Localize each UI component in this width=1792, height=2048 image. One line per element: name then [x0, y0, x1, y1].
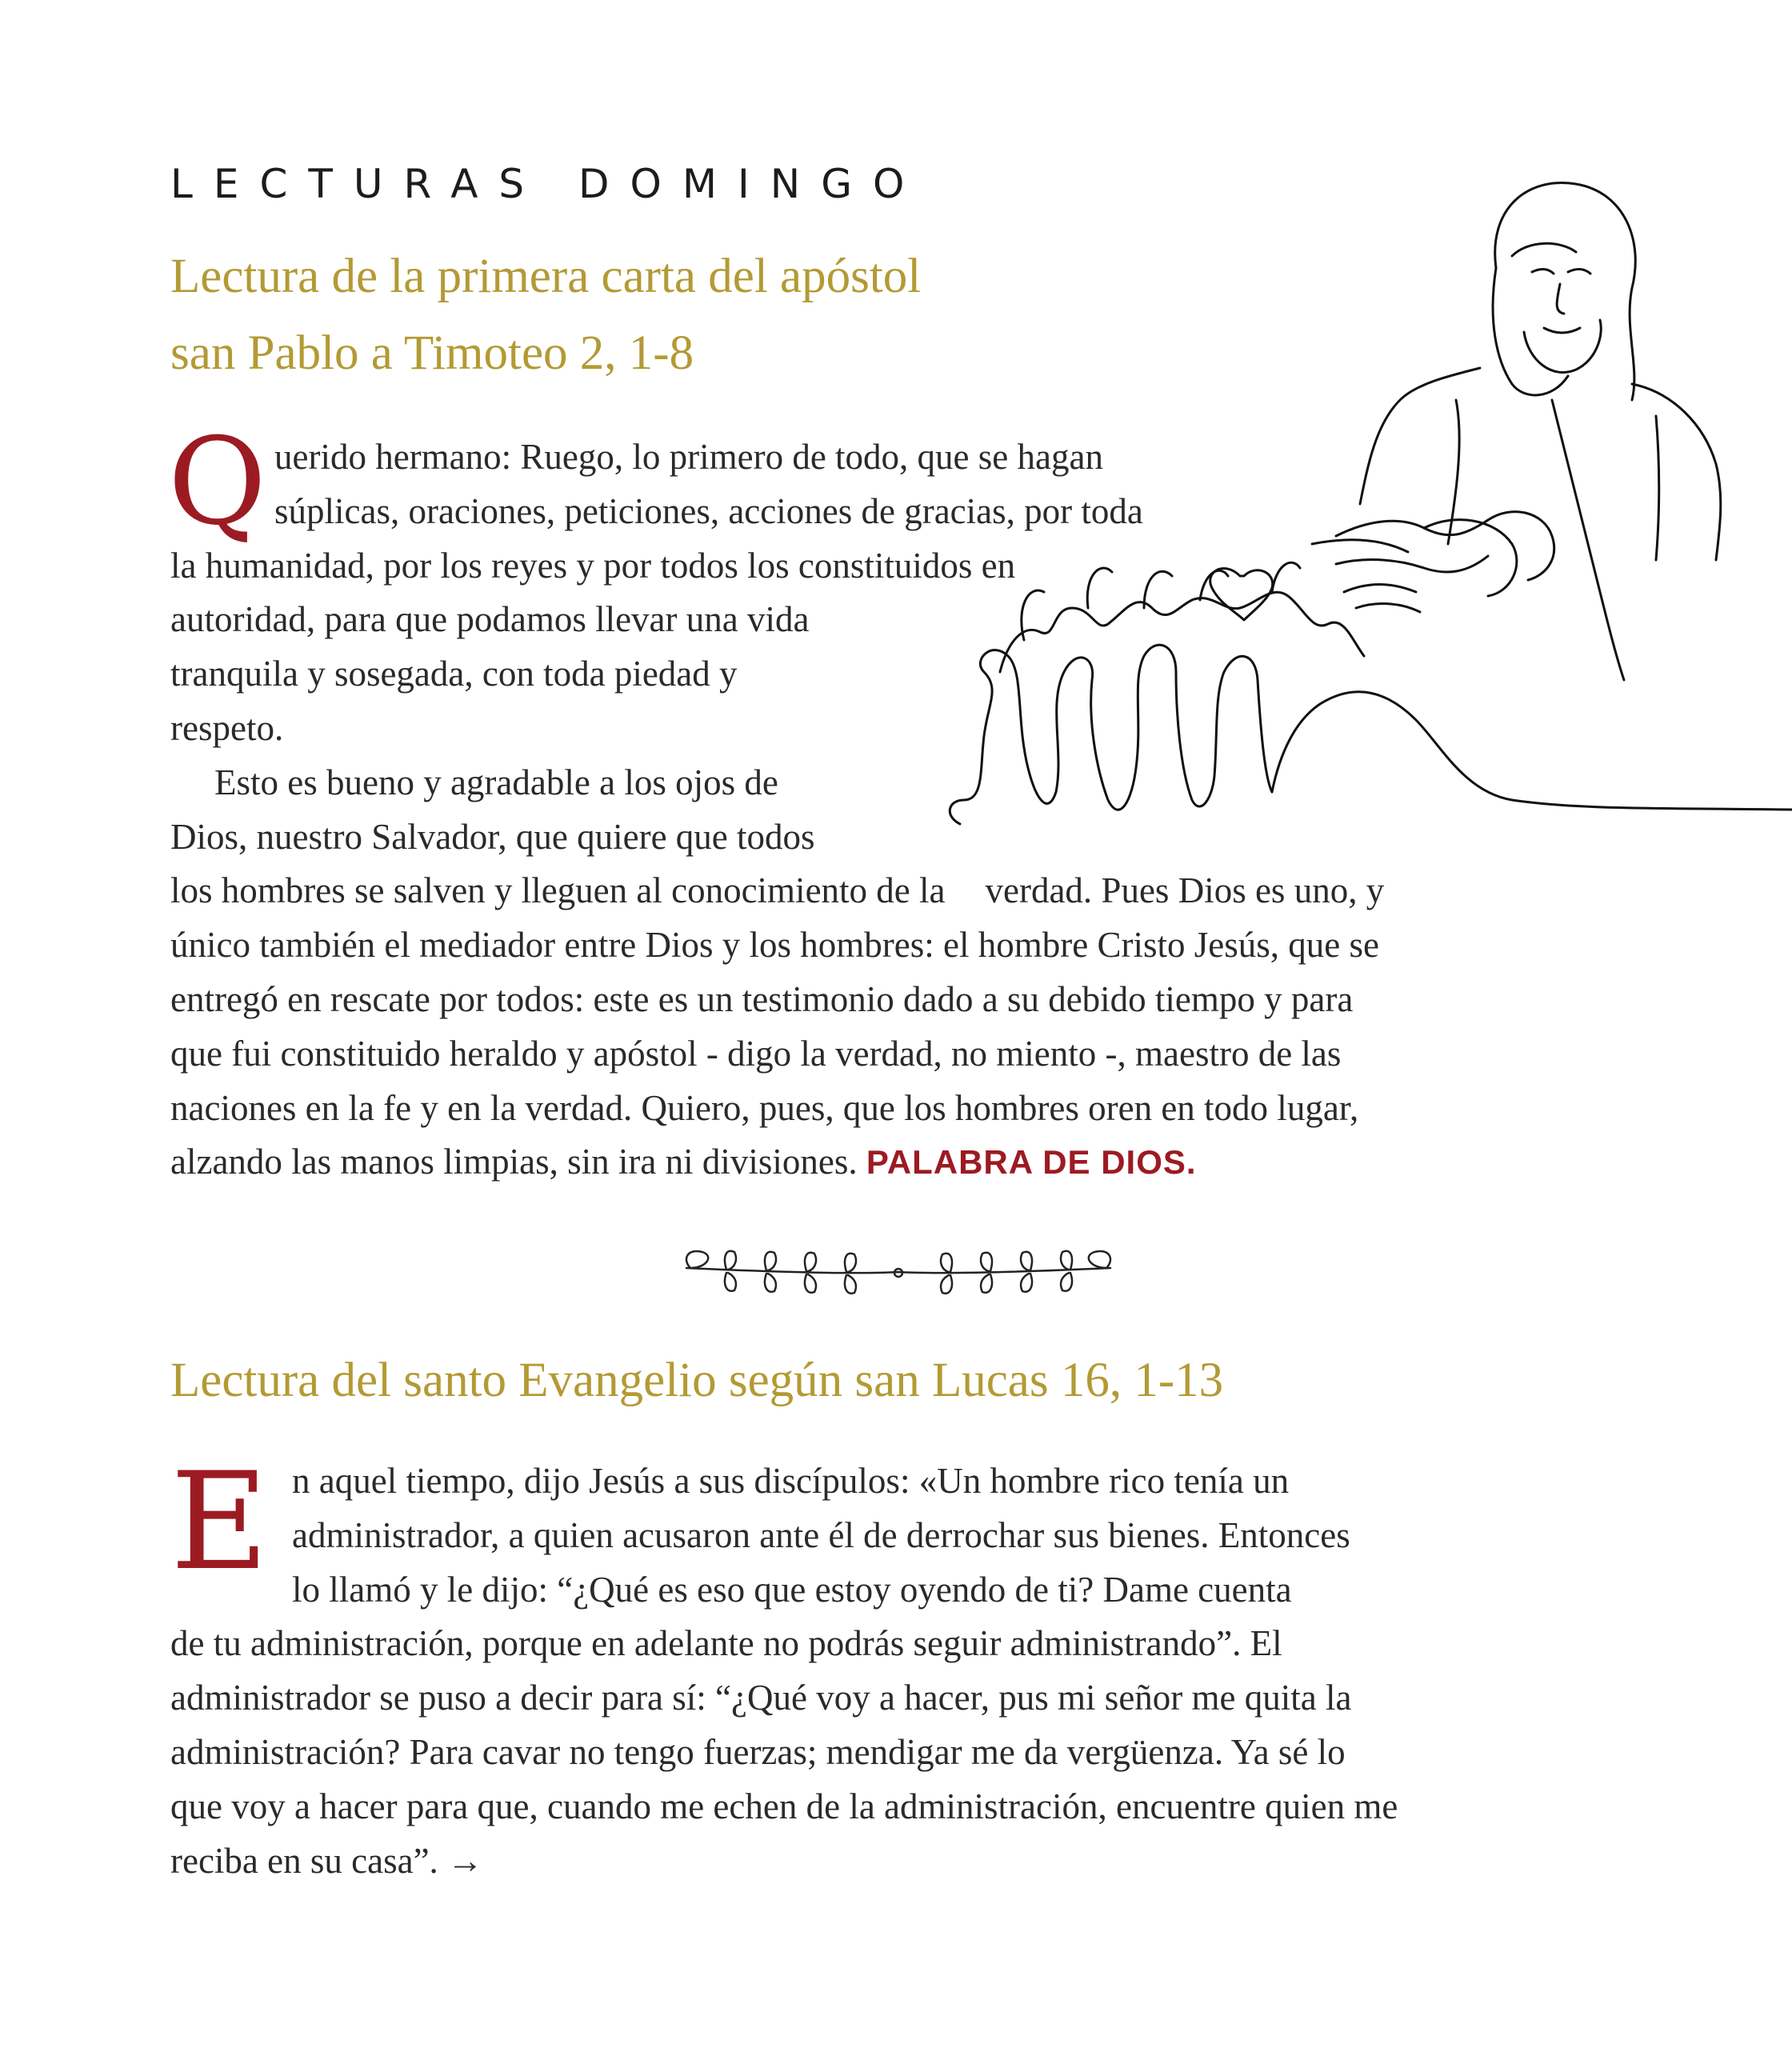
reading2-line: lo llamó y le dijo: “¿Qué es eso que estoy oyendo de ti? Dame cuenta	[292, 1569, 1292, 1610]
reading1-line: súplicas, oraciones, peticiones, acciones de gracias, por toda	[274, 490, 1143, 531]
reading1-line-part: los hombres se salven y lleguen al conocimiento de la	[170, 870, 946, 911]
reading1-line: respeto.	[170, 707, 284, 748]
reading1-heading-line: san Pablo a Timoteo 2, 1-8	[170, 326, 694, 380]
reading1-line: que fui constituido heraldo y apóstol - digo la verdad, no miento -, maestro de las	[170, 1033, 1342, 1074]
reading2-heading: Lectura del santo Evangelio según san Lucas 16, 1-13	[170, 1354, 1224, 1407]
reading1-line	[170, 1135, 1384, 1190]
reading2-line: reciba en su casa”. →	[170, 1840, 484, 1881]
vine-divider-icon	[678, 1236, 1118, 1308]
reading1-line: uerido hermano: Ruego, lo primero de todo, que se hagan	[274, 437, 1103, 477]
reading1-line: tranquila y sosegada, con toda piedad y	[170, 654, 738, 694]
reading1-line: entregó en rescate por todos: este es un testimonio dado a su debido tiempo y para	[170, 978, 1354, 1019]
reading1-line: autoridad, para que podamos llevar una vida	[170, 599, 810, 640]
reading1-last-line: alzando las manos limpias, sin ira ni divisiones.	[170, 1142, 858, 1182]
reading1-heading	[170, 240, 921, 394]
reading1-line: naciones en la fe y en la verdad. Quiero, pues, que los hombres oren en todo lugar,	[170, 1087, 1359, 1128]
reading2-line: administración? Para cavar no tengo fuerzas; mendigar me da vergüenza. Ya sé lo	[170, 1731, 1346, 1772]
reading2-line: de tu administración, porque en adelante no podrás seguir administrando”. El	[170, 1623, 1282, 1664]
reading1-heading-line: Lectura de la primera carta del apóstol	[170, 250, 922, 303]
reading2-line: administrador, a quien acusaron ante él de derrochar sus bienes. Entonces	[292, 1514, 1350, 1555]
palabra-de-dios: PALABRA DE DIOS.	[866, 1143, 1197, 1182]
reading2-body	[170, 1443, 1398, 1888]
reading2-line: administrador se puso a decir para sí: “¿Qué voy a hacer, pus mi señor me quita la	[170, 1678, 1352, 1718]
reading2-line: que voy a hacer para que, cuando me echen de la administración, encuentre quien me	[170, 1786, 1398, 1826]
reading1-line	[170, 864, 1384, 918]
reading1-line: Dios, nuestro Salvador, que quiere que todos	[170, 816, 815, 857]
reading2-line: n aquel tiempo, dijo Jesús a sus discípulos: «Un hombre rico tenía un	[292, 1461, 1290, 1501]
jesus-line-art-illustration	[936, 160, 1792, 856]
section-label: LECTURAS DOMINGO	[170, 161, 926, 207]
reading1-dropcap: Q	[168, 413, 266, 552]
reading2-dropcap: E	[170, 1443, 269, 1600]
reading1-line-part: verdad. Pues Dios es uno, y	[985, 870, 1385, 911]
reading1-line: la humanidad, por los reyes y por todos los constituidos en	[170, 545, 1016, 586]
reading1-line: único también el mediador entre Dios y los hombres: el hombre Cristo Jesús, que se	[170, 925, 1379, 966]
reading1-line: Esto es bueno y agradable a los ojos de	[214, 762, 778, 802]
